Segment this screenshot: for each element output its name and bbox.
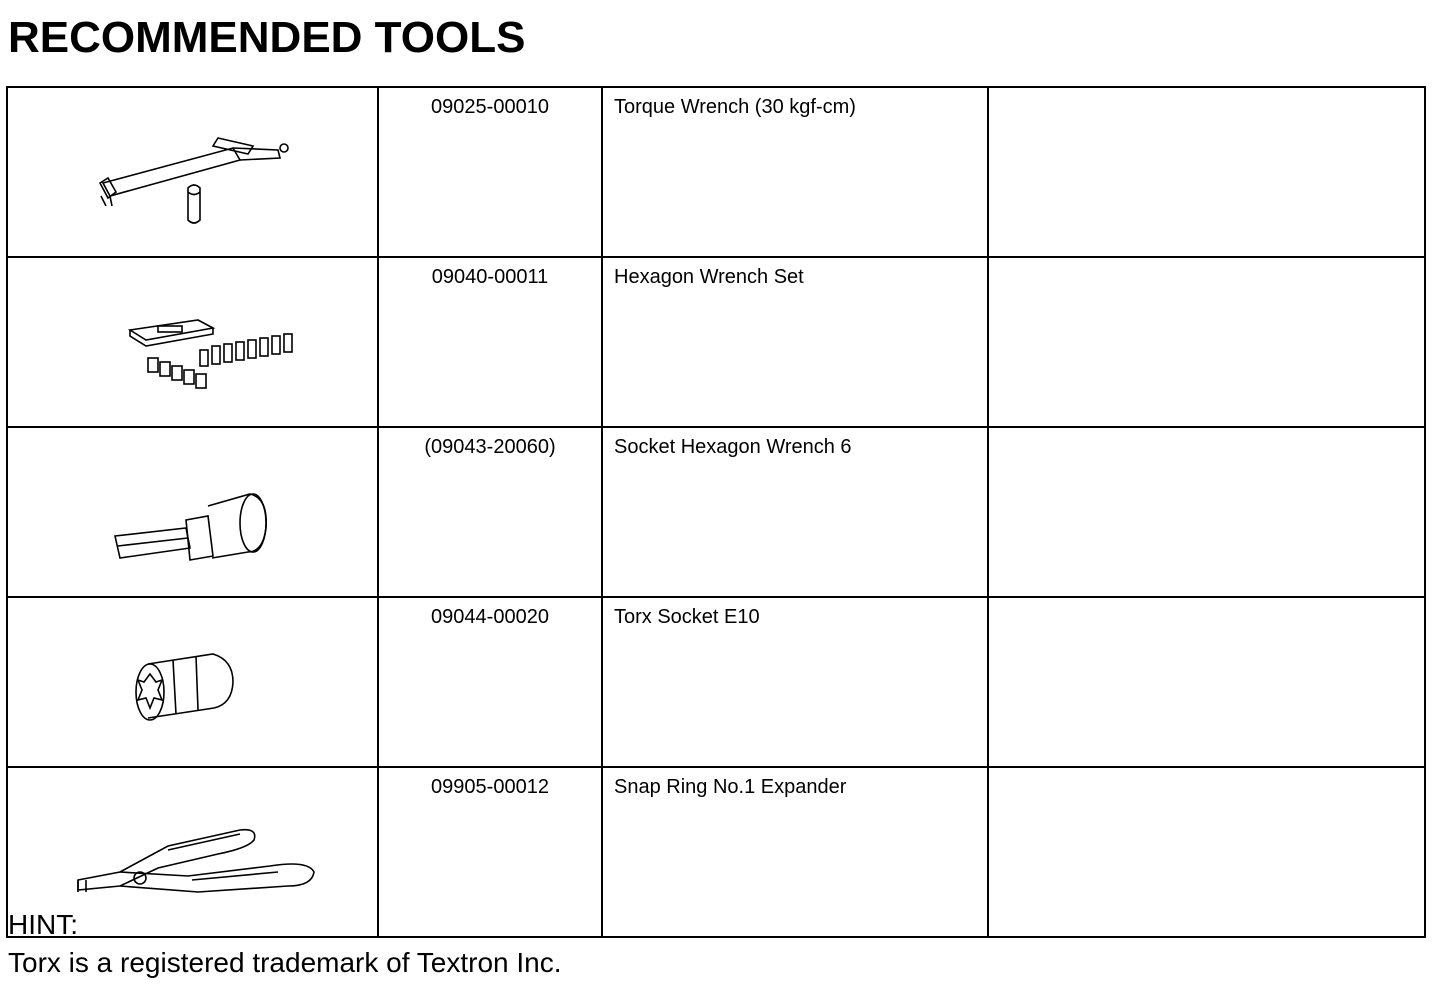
tool-note — [988, 597, 1425, 767]
part-number: 09044-00020 — [378, 597, 602, 767]
torx-socket-icon — [8, 598, 378, 758]
tool-name: Socket Hexagon Wrench 6 — [602, 427, 988, 597]
tool-name: Torx Socket E10 — [602, 597, 988, 767]
tool-name: Hexagon Wrench Set — [602, 257, 988, 427]
tool-illustration-cell — [7, 87, 378, 257]
page-title: RECOMMENDED TOOLS — [8, 13, 526, 62]
torque-wrench-icon — [8, 88, 378, 248]
part-number: 09025-00010 — [378, 87, 602, 257]
tool-illustration-cell — [7, 257, 378, 427]
tool-illustration-cell — [7, 427, 378, 597]
part-number: 09040-00011 — [378, 257, 602, 427]
tool-name: Torque Wrench (30 kgf-cm) — [602, 87, 988, 257]
hint-text: Torx is a registered trademark of Textron Inc. — [8, 947, 562, 978]
hint-section — [8, 906, 562, 982]
part-number: (09043-20060) — [378, 427, 602, 597]
tool-note — [988, 767, 1425, 937]
hint-label: HINT: — [8, 909, 78, 940]
table-row — [7, 597, 1425, 767]
tool-name: Snap Ring No.1 Expander — [602, 767, 988, 937]
tool-note — [988, 87, 1425, 257]
tool-illustration-cell — [7, 597, 378, 767]
tool-note — [988, 257, 1425, 427]
table-row — [7, 257, 1425, 427]
table-row — [7, 87, 1425, 257]
tools-table — [6, 86, 1426, 938]
socket-hexagon-wrench-icon — [8, 428, 378, 588]
tool-note — [988, 427, 1425, 597]
part-number: 09905-00012 — [378, 767, 602, 937]
table-row — [7, 427, 1425, 597]
hexagon-wrench-set-icon — [8, 258, 378, 418]
snap-ring-expander-icon — [8, 768, 378, 928]
